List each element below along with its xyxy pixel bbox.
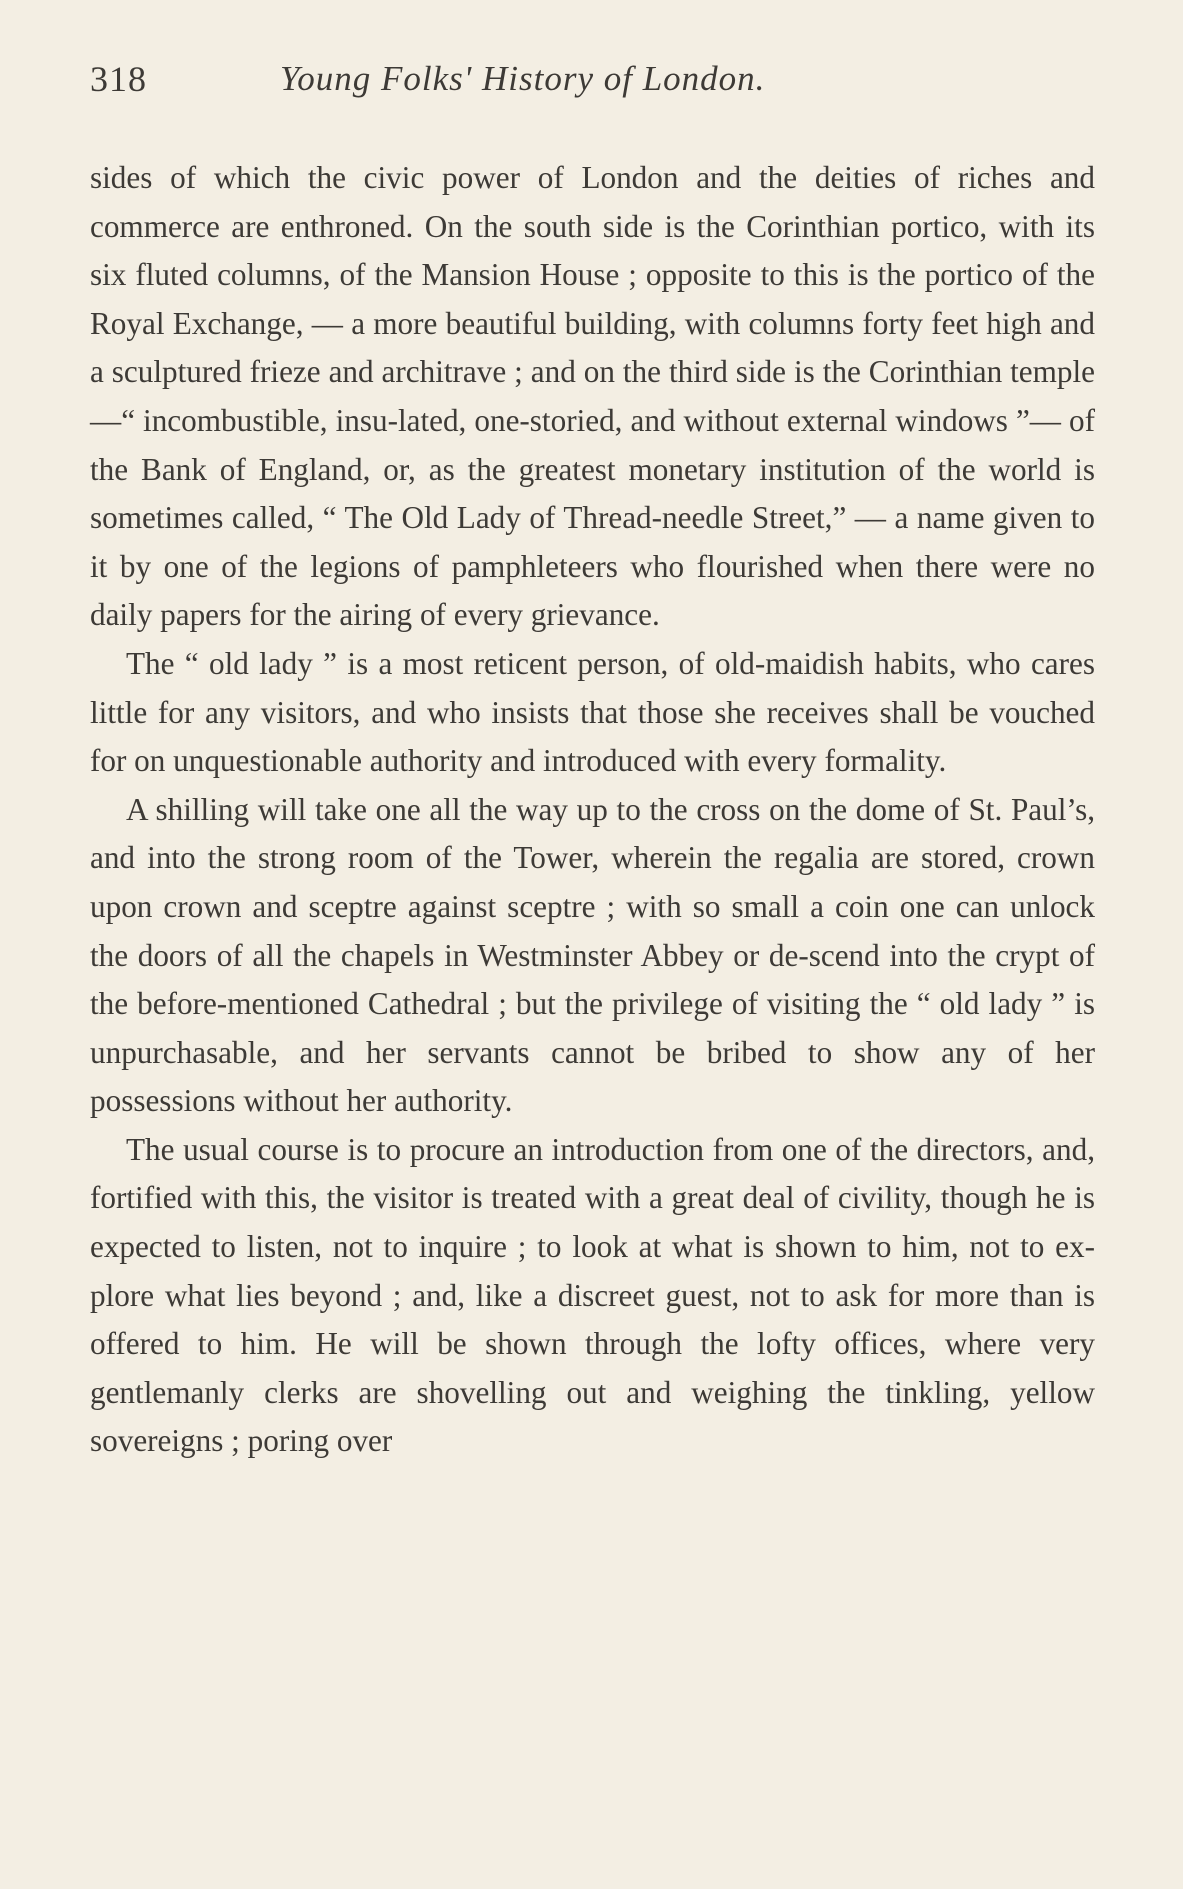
page-number: 318 xyxy=(90,59,147,99)
book-page xyxy=(90,52,1095,1862)
page-header xyxy=(90,52,1095,112)
paragraph-continuation: sides of which the civic power of London and the deities of riches and commerce are enthroned. On the south side is the Corinthian portico, with its six fluted columns, of the Mansion House ; opposite to this is the portico of the Royal Exchange, — a more beautiful building, with columns forty feet high and a sculptured frieze and architrave ; and on the third side is the Corinthian temple —“ incombustible, insu-lated, one-storied, and without external windows ”— of the Bank of England, or, as the greatest monetary institution of the world is sometimes called, “ The Old Lady of Thread-needle Street,” — a name given to it by one of the legions of pamphleteers who flourished when there were no daily papers for the airing of every grievance. xyxy=(90,160,1095,633)
body-text xyxy=(90,154,1095,1466)
paragraph: The usual course is to procure an introduction from one of the directors, and, fortified with this, the visitor is treated with a great deal of civility, though he is expected to listen, not to inquire ; to look at what is shown to him, not to ex-plore what lies beyond ; and, like a discreet guest, not to ask for more than is offered to him. He will be shown through the lofty offices, where very gentlemanly clerks are shovelling out and weighing the tinkling, yellow sovereigns ; poring over xyxy=(90,1131,1095,1459)
paragraph: The “ old lady ” is a most reticent person, of old-maidish habits, who cares little for any visitors, and who insists that those she receives shall be vouched for on unquestionable authority and introduced with every formality. xyxy=(90,645,1095,779)
paragraph: A shilling will take one all the way up to the cross on the dome of St. Paul’s, and into the strong room of the Tower, wherein the regalia are stored, crown upon crown and sceptre against sceptre ; with so small a coin one can unlock the doors of all the chapels in Westminster Abbey or de-scend into the crypt of the before-mentioned Cathedral ; but the privilege of visiting the “ old lady ” is unpurchasable, and her servants cannot be bribed to show any of her possessions without her authority. xyxy=(90,791,1095,1119)
running-title: Young Folks' History of London. xyxy=(280,59,766,98)
